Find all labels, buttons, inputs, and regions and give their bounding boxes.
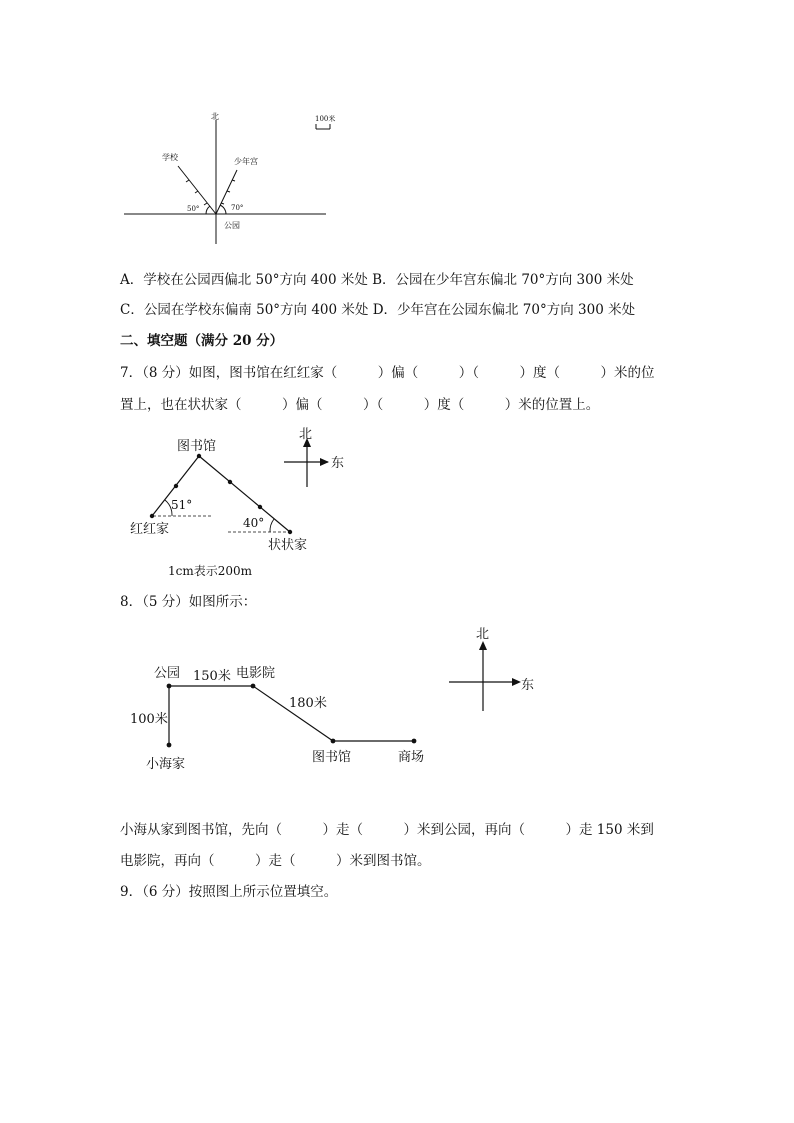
q8-library-label: 图书馆 xyxy=(312,750,352,765)
q8-north-label: 北 xyxy=(476,627,490,642)
fig1-palace-label: 少年宫 xyxy=(234,157,258,166)
fig1-school-label: 学校 xyxy=(162,153,178,162)
q8-line2: 电影院，再向（ ）走（ ）米到图书馆。 xyxy=(120,853,431,869)
q7-angle1-label: 51° xyxy=(171,498,193,512)
q8-d2-label: 180米 xyxy=(289,696,327,711)
q7-east-label: 东 xyxy=(331,456,345,471)
q7-zhuangzhuang-label: 状状家 xyxy=(268,538,308,553)
fig1-north-label: 北 xyxy=(211,112,219,121)
fig1-park-label: 公园 xyxy=(224,221,240,230)
options-cd: C．公园在学校东偏南 50°方向 400 米处 D．少年宫在公园东偏北 70°方向 300 米处 xyxy=(120,302,636,318)
q8-d1-label: 150米 xyxy=(193,669,231,684)
q7-scale-label: 1cm表示200m xyxy=(168,564,253,578)
q7-library-label: 图书馆 xyxy=(177,439,217,454)
q8-title: 8．（5 分）如图所示： xyxy=(120,594,257,610)
q9-title: 9．（6 分）按照图上所示位置填空。 xyxy=(120,884,338,900)
q7-line1: 7．（8 分）如图，图书馆在红红家（ ）偏（ ）（ ）度（ ）米的位 xyxy=(120,365,655,381)
q7-line2: 置上，也在状状家（ ）偏（ ）（ ）度（ ）米的位置上。 xyxy=(120,397,600,413)
fig1-angle-right: 70° xyxy=(231,204,244,212)
q8-home-label: 小海家 xyxy=(146,757,186,772)
q8-north-arrow-icon xyxy=(479,641,487,650)
q8-cinema-label: 电影院 xyxy=(236,666,276,681)
options-ab: A．学校在公园西偏北 50°方向 400 米处 B．公园在少年宫东偏北 70°方向 300 米处 xyxy=(120,272,634,288)
q8-d3-label: 100米 xyxy=(130,712,168,727)
section-title: 二、填空题（满分 20 分） xyxy=(120,333,284,349)
fig1-scale-label: 100米 xyxy=(315,115,336,123)
fig1-angle-left: 50° xyxy=(187,205,200,213)
q7-honghong-label: 红红家 xyxy=(130,522,170,537)
q7-angle2-label: 40° xyxy=(243,516,265,530)
q8-east-arrow-icon xyxy=(512,678,521,686)
q8-line1: 小海从家到图书馆，先向（ ）走（ ）米到公园，再向（ ）走 150 米到 xyxy=(120,822,654,838)
q7-north-label: 北 xyxy=(299,427,313,442)
q8-park-label: 公园 xyxy=(154,666,181,681)
q8-mall-label: 商场 xyxy=(398,750,425,765)
cinema-library-line xyxy=(253,686,333,741)
q8-east-label: 东 xyxy=(521,678,535,693)
